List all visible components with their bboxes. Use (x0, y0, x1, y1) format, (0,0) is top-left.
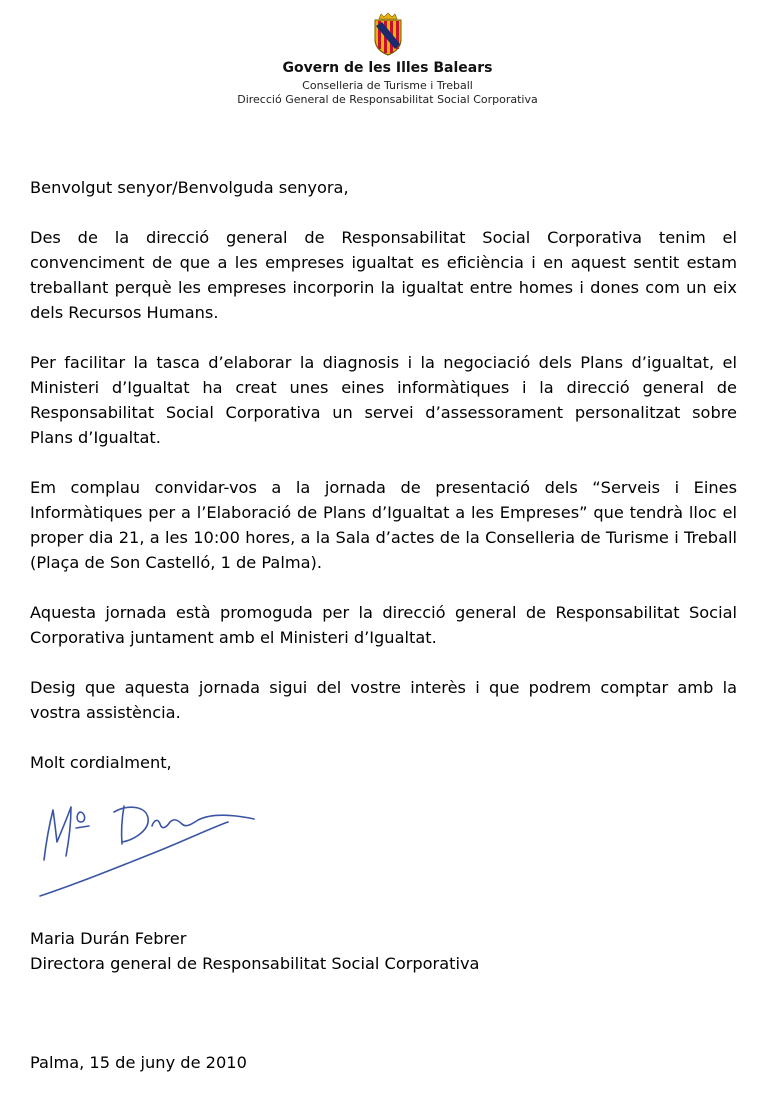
salutation: Benvolgut senyor/Benvolguda senyora, (30, 178, 349, 197)
directorate-name: Direcció General de Responsabilitat Social Corporativa (237, 93, 538, 106)
signer-block (30, 926, 737, 976)
paragraph: Des de la direcció general de Responsabilitat Social Corporativa tenim el convenciment de que a les empreses igualtat es eficiència i en aquest sentit estam treballant perquè les empreses incorporin la igualtat entre homes i dones com un eix dels Recursos Humans. (30, 228, 737, 322)
government-name: Govern de les Illes Balears (282, 60, 493, 76)
letter-body (30, 175, 737, 775)
department-name: Conselleria de Turisme i Treball (302, 79, 473, 92)
closing: Molt cordialment, (30, 753, 172, 772)
handwritten-signature (36, 798, 260, 902)
paragraph: Per facilitar la tasca d’elaborar la diagnosis i la negociació dels Plans d’igualtat, el Ministeri d’Igualtat ha creat unes eines informàtiques i la direcció general de Responsabilitat Social Corporativa un servei d’assessorament personalitzat sobre Plans d’Igualtat. (30, 353, 737, 447)
signer-title: Directora general de Responsabilitat Social Corporativa (30, 954, 480, 973)
date-line: Palma, 15 de juny de 2010 (30, 1053, 247, 1072)
letterhead (0, 12, 775, 107)
paragraph: Em complau convidar-vos a la jornada de presentació dels “Serveis i Eines Informàtiques per a l’Elaboració de Plans d’Igualtat a les Empreses” que tendrà lloc el proper dia 21, a les 10:00 hores, a la Sala d’actes de la Conselleria de Turisme i Treball (Plaça de Son Castelló, 1 de Palma). (30, 478, 737, 572)
paragraph: Desig que aquesta jornada sigui del vostre interès i que podrem comptar amb la vostra assistència. (30, 678, 737, 722)
paragraph: Aquesta jornada està promoguda per la direcció general de Responsabilitat Social Corporativa juntament amb el Ministeri d’Igualtat. (30, 603, 737, 647)
coat-of-arms-icon (370, 12, 406, 56)
signer-name: Maria Durán Febrer (30, 929, 187, 948)
